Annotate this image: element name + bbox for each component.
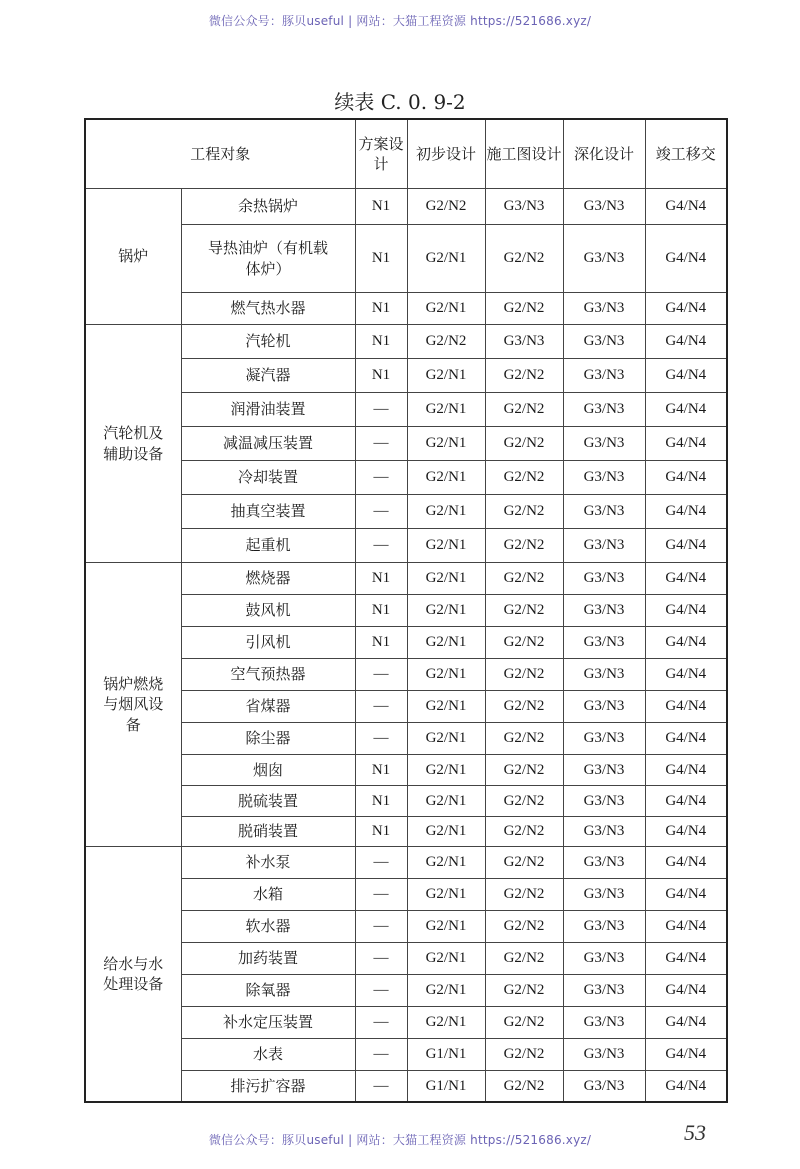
table-row (85, 325, 727, 359)
table-row (85, 427, 727, 461)
table-row (85, 293, 727, 325)
stage-value: — (355, 1039, 407, 1071)
object-name: 省煤器 (181, 691, 355, 723)
stage-value: G2/N1 (407, 595, 485, 627)
object-name: 余热锅炉 (181, 189, 355, 225)
stage-value: G4/N4 (645, 1039, 727, 1071)
stage-value: G3/N3 (563, 691, 645, 723)
stage-value: G4/N4 (645, 461, 727, 495)
stage-value: G2/N2 (485, 293, 563, 325)
table-row (85, 529, 727, 563)
object-name: 鼓风机 (181, 595, 355, 627)
stage-value: G2/N2 (485, 817, 563, 847)
header-row (85, 119, 727, 189)
stage-value: — (355, 975, 407, 1007)
stage-value: G2/N1 (407, 755, 485, 786)
table-row (85, 627, 727, 659)
stage-value: G2/N1 (407, 495, 485, 529)
stage-value: G2/N1 (407, 879, 485, 911)
stage-value: N1 (355, 225, 407, 293)
stage-value: G2/N1 (407, 293, 485, 325)
table-row (85, 879, 727, 911)
stage-value: — (355, 879, 407, 911)
stage-value: G3/N3 (563, 847, 645, 879)
stage-value: G2/N2 (485, 879, 563, 911)
stage-value: G2/N2 (485, 595, 563, 627)
stage-value: G4/N4 (645, 1007, 727, 1039)
stage-value: N1 (355, 755, 407, 786)
stage-value: G3/N3 (485, 325, 563, 359)
stage-value: G4/N4 (645, 975, 727, 1007)
design-stage-table (84, 118, 728, 1103)
stage-value: G2/N1 (407, 723, 485, 755)
object-name: 烟囱 (181, 755, 355, 786)
stage-value: G4/N4 (645, 225, 727, 293)
stage-value: G2/N2 (485, 495, 563, 529)
stage-value: G2/N1 (407, 691, 485, 723)
stage-value: G3/N3 (563, 817, 645, 847)
object-name: 燃气热水器 (181, 293, 355, 325)
stage-value: G4/N4 (645, 563, 727, 595)
stage-value: — (355, 723, 407, 755)
stage-value: G4/N4 (645, 1071, 727, 1102)
stage-value: G2/N2 (485, 659, 563, 691)
group-name: 给水与水处理设备 (85, 847, 181, 1102)
group-name: 锅炉 (85, 189, 181, 325)
stage-value: G2/N2 (485, 691, 563, 723)
object-name: 起重机 (181, 529, 355, 563)
stage-value: G1/N1 (407, 1039, 485, 1071)
stage-value: G2/N2 (485, 847, 563, 879)
stage-value: G4/N4 (645, 595, 727, 627)
stage-value: G2/N1 (407, 975, 485, 1007)
stage-value: G4/N4 (645, 755, 727, 786)
stage-value: G2/N1 (407, 1007, 485, 1039)
object-name: 燃烧器 (181, 563, 355, 595)
object-name: 润滑油装置 (181, 393, 355, 427)
stage-value: G4/N4 (645, 659, 727, 691)
stage-value: G3/N3 (563, 359, 645, 393)
stage-value: G2/N1 (407, 817, 485, 847)
stage-value: G3/N3 (563, 461, 645, 495)
object-name: 补水定压装置 (181, 1007, 355, 1039)
stage-value: G2/N1 (407, 627, 485, 659)
stage-value: G2/N1 (407, 393, 485, 427)
object-name: 排污扩容器 (181, 1071, 355, 1102)
stage-value: G3/N3 (563, 975, 645, 1007)
table-row (85, 1039, 727, 1071)
stage-value: — (355, 461, 407, 495)
stage-value: G2/N2 (485, 627, 563, 659)
stage-value: G4/N4 (645, 293, 727, 325)
stage-value: N1 (355, 595, 407, 627)
stage-value: G2/N1 (407, 225, 485, 293)
stage-value: G2/N1 (407, 427, 485, 461)
stage-value: N1 (355, 563, 407, 595)
stage-value: — (355, 1071, 407, 1102)
stage-value: G4/N4 (645, 943, 727, 975)
stage-value: G4/N4 (645, 427, 727, 461)
stage-value: G4/N4 (645, 189, 727, 225)
stage-value: G2/N1 (407, 943, 485, 975)
stage-value: G2/N1 (407, 563, 485, 595)
stage-value: G3/N3 (563, 723, 645, 755)
stage-value: N1 (355, 627, 407, 659)
stage-value: G4/N4 (645, 817, 727, 847)
table-row (85, 943, 727, 975)
stage-value: G2/N2 (485, 1039, 563, 1071)
table-row (85, 847, 727, 879)
stage-value: — (355, 495, 407, 529)
object-name: 脱硫装置 (181, 786, 355, 817)
page-number: 53 (684, 1120, 706, 1145)
header-construction-drawing: 施工图设计 (485, 119, 563, 189)
stage-value: N1 (355, 325, 407, 359)
object-name: 凝汽器 (181, 359, 355, 393)
stage-value: G2/N2 (485, 1007, 563, 1039)
header-preliminary-design: 初步设计 (407, 119, 485, 189)
stage-value: G2/N2 (485, 723, 563, 755)
stage-value: G3/N3 (563, 1071, 645, 1102)
stage-value: G3/N3 (563, 495, 645, 529)
stage-value: G3/N3 (563, 911, 645, 943)
header-scheme-design: 方案设计 (355, 119, 407, 189)
stage-value: G2/N1 (407, 911, 485, 943)
object-name: 抽真空装置 (181, 495, 355, 529)
stage-value: G3/N3 (563, 393, 645, 427)
stage-value: G4/N4 (645, 359, 727, 393)
stage-value: G2/N2 (485, 225, 563, 293)
stage-value: G2/N2 (485, 943, 563, 975)
stage-value: G4/N4 (645, 325, 727, 359)
stage-value: G3/N3 (563, 225, 645, 293)
stage-value: G2/N2 (485, 911, 563, 943)
table-row (85, 691, 727, 723)
object-name: 除尘器 (181, 723, 355, 755)
table-row (85, 1071, 727, 1102)
stage-value: N1 (355, 817, 407, 847)
object-name: 脱硝装置 (181, 817, 355, 847)
stage-value: G4/N4 (645, 847, 727, 879)
table-caption: 续表 C. 0. 9-2 (334, 90, 466, 114)
object-name: 冷却装置 (181, 461, 355, 495)
stage-value: G2/N1 (407, 659, 485, 691)
object-name: 汽轮机 (181, 325, 355, 359)
stage-value: G3/N3 (563, 879, 645, 911)
stage-value: G4/N4 (645, 879, 727, 911)
stage-value: G4/N4 (645, 691, 727, 723)
table-row (85, 1007, 727, 1039)
object-name: 空气预热器 (181, 659, 355, 691)
stage-value: — (355, 847, 407, 879)
stage-value: G2/N2 (485, 563, 563, 595)
table-row (85, 911, 727, 943)
stage-value: — (355, 911, 407, 943)
stage-value: N1 (355, 359, 407, 393)
stage-value: G2/N1 (407, 786, 485, 817)
object-name: 减温减压装置 (181, 427, 355, 461)
table-row (85, 495, 727, 529)
table-row (85, 723, 727, 755)
stage-value: G3/N3 (563, 755, 645, 786)
stage-value: G2/N2 (407, 189, 485, 225)
table-row (85, 817, 727, 847)
stage-value: G3/N3 (563, 595, 645, 627)
object-name: 导热油炉（有机载体炉） (181, 225, 355, 293)
table-row (85, 461, 727, 495)
stage-value: G2/N2 (485, 529, 563, 563)
object-name: 加药装置 (181, 943, 355, 975)
stage-value: G3/N3 (563, 659, 645, 691)
stage-value: G2/N2 (485, 786, 563, 817)
stage-value: G4/N4 (645, 911, 727, 943)
stage-value: — (355, 529, 407, 563)
stage-value: G3/N3 (563, 325, 645, 359)
stage-value: G2/N2 (485, 359, 563, 393)
stage-value: G3/N3 (563, 943, 645, 975)
table-row (85, 755, 727, 786)
watermark-top: 微信公众号：豚贝useful | 网站：大猫工程资源 https://521686.xyz/ (208, 14, 592, 28)
stage-value: G3/N3 (563, 563, 645, 595)
stage-value: G4/N4 (645, 529, 727, 563)
stage-value: G4/N4 (645, 393, 727, 427)
stage-value: G4/N4 (645, 495, 727, 529)
object-name: 引风机 (181, 627, 355, 659)
watermark-bottom: 微信公众号：豚贝useful | 网站：大猫工程资源 https://521686.xyz/ (208, 1133, 592, 1147)
header-completion-handover: 竣工移交 (645, 119, 727, 189)
stage-value: G2/N2 (485, 755, 563, 786)
stage-value: — (355, 427, 407, 461)
stage-value: G4/N4 (645, 786, 727, 817)
stage-value: N1 (355, 293, 407, 325)
stage-value: G4/N4 (645, 723, 727, 755)
group-name: 锅炉燃烧与烟风设备 (85, 563, 181, 847)
stage-value: G2/N2 (485, 461, 563, 495)
table-row (85, 189, 727, 225)
table-row (85, 975, 727, 1007)
object-name: 水表 (181, 1039, 355, 1071)
header-detailed-design: 深化设计 (563, 119, 645, 189)
stage-value: G2/N2 (485, 1071, 563, 1102)
stage-value: N1 (355, 189, 407, 225)
object-name: 水箱 (181, 879, 355, 911)
stage-value: G2/N2 (485, 393, 563, 427)
stage-value: N1 (355, 786, 407, 817)
stage-value: G1/N1 (407, 1071, 485, 1102)
object-name: 除氧器 (181, 975, 355, 1007)
stage-value: — (355, 943, 407, 975)
stage-value: G2/N1 (407, 359, 485, 393)
stage-value: G3/N3 (563, 189, 645, 225)
stage-value: G3/N3 (563, 1039, 645, 1071)
header-object: 工程对象 (85, 119, 355, 189)
object-name: 软水器 (181, 911, 355, 943)
stage-value: G3/N3 (563, 1007, 645, 1039)
stage-value: G2/N1 (407, 529, 485, 563)
stage-value: — (355, 1007, 407, 1039)
stage-value: G2/N2 (407, 325, 485, 359)
stage-value: — (355, 691, 407, 723)
table-row (85, 659, 727, 691)
group-name: 汽轮机及辅助设备 (85, 325, 181, 563)
stage-value: G3/N3 (563, 293, 645, 325)
stage-value: G3/N3 (563, 627, 645, 659)
stage-value: G4/N4 (645, 627, 727, 659)
stage-value: G2/N1 (407, 461, 485, 495)
stage-value: G3/N3 (485, 189, 563, 225)
table-row (85, 393, 727, 427)
stage-value: G3/N3 (563, 427, 645, 461)
stage-value: G2/N1 (407, 847, 485, 879)
table-row (85, 786, 727, 817)
table-row (85, 359, 727, 393)
stage-value: G2/N2 (485, 427, 563, 461)
stage-value: G3/N3 (563, 786, 645, 817)
stage-value: — (355, 393, 407, 427)
stage-value: — (355, 659, 407, 691)
stage-value: G3/N3 (563, 529, 645, 563)
table-row (85, 225, 727, 293)
object-name: 补水泵 (181, 847, 355, 879)
table-row (85, 595, 727, 627)
stage-value: G2/N2 (485, 975, 563, 1007)
table-row (85, 563, 727, 595)
